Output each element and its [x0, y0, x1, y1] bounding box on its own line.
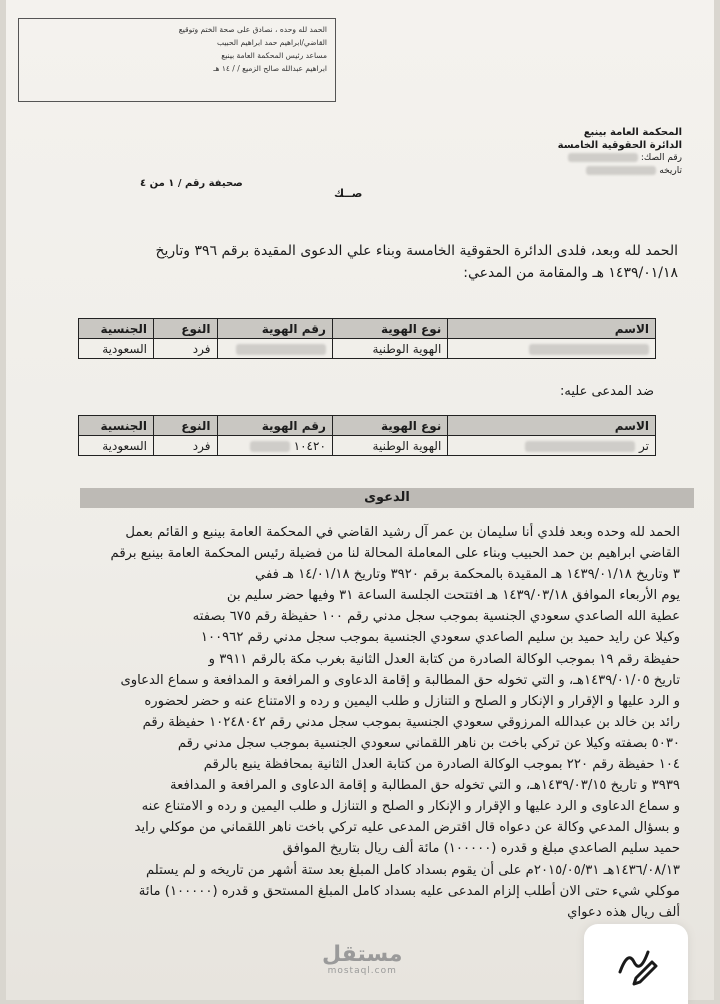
claim-line: موكلي شيء حتى الان أطلب إلزام المدعى عليه بسداد كامل المبلغ المستحق و قدره (١٠٠٠٠٠) مائة	[138, 883, 680, 899]
claim-line: رائد بن خالد بن عبدالله المرزوقي سعودي الجنسية بموجب سجل مدني رقم ١٠٢٤٨٠٤٢ حفيظة رقم	[142, 714, 680, 730]
plaintiff-table	[78, 318, 656, 359]
claim-line: ٣٩٣٩ و تاريخ ١٤٣٩/٠٣/١٥هـ، و التي تخوله حق المطالبة و إقامة الدعاوى و المرافعة و المدافعة	[170, 778, 680, 794]
claim-line: القاضي ابراهيم بن حمد الحبيب وبناء على المعاملة المحالة لنا من فضيلة رئيس المحكمة العامة بينبع برقم	[110, 546, 680, 562]
defendant-table	[78, 415, 656, 456]
table-row	[79, 339, 656, 359]
court-header	[482, 126, 682, 178]
deed-word: صــك	[334, 187, 363, 200]
column-header: النوع	[154, 319, 217, 339]
column-header: نوع الهوية	[332, 319, 447, 339]
stamp-line: الحمد لله وحده ، نصادق على صحة الختم وتوقيع	[178, 25, 327, 34]
column-header: النوع	[154, 416, 217, 436]
id-type-cell: الهوية الوطنية	[332, 339, 447, 359]
table-header-row	[79, 319, 656, 339]
deed-date-label: تاريخه	[482, 165, 682, 178]
nationality-cell: السعودية	[79, 339, 154, 359]
gender-cell: فرد	[154, 339, 217, 359]
redacted-deed-date	[586, 166, 656, 175]
claim-line: و الرد عليها و الإقرار و الإنكار و الصلح و التنازل و طلب اليمين و رده و الامتناع عنه و حضر لحضوره	[144, 693, 680, 709]
court-name: المحكمة العامة بينبع	[583, 127, 682, 138]
claim-line: عطية الله الصاعدي سعودي الجنسية بموجب سجل مدني رقم ١٠٠ حفيظة رقم ٦٧٥ بصفته	[192, 609, 680, 625]
redacted-id-number	[236, 344, 326, 355]
claim-line: وكيلا عن رايد حميد بن سليم الصاعدي سعودي الجنسية بموجب سجل مدني رقم ١٠٠٩٦٢	[200, 630, 680, 646]
claim-section-title: الدعوى	[80, 488, 694, 508]
pen-scribble-icon	[614, 942, 658, 986]
claim-body	[66, 522, 680, 923]
claim-line: ألف ريال هذه دعواي	[567, 904, 680, 920]
gender-cell: فرد	[154, 436, 217, 456]
stamp-line: مساعد رئيس المحكمة العامة بينبع	[221, 51, 327, 60]
site-watermark	[322, 944, 402, 976]
circuit-name: الدائرة الحقوقية الخامسة	[557, 140, 682, 151]
claim-line: ١٤٣٦/٠٨/١٣هـ ٢٠١٥/٠٥/٣١م على أن يقوم بسداد كامل المبلغ بعد ستة أشهر من تاريخه و لم يستلم	[145, 862, 680, 878]
watermark-arabic: مستقل	[322, 942, 403, 967]
page-number: صحيفة رقم / ١ من ٤	[140, 178, 243, 189]
intro-paragraph	[66, 240, 678, 284]
column-header: الجنسية	[79, 319, 154, 339]
column-header: الجنسية	[79, 416, 154, 436]
watermark-latin: mostaql.com	[327, 966, 397, 976]
column-header: رقم الهوية	[217, 416, 332, 436]
id-type-cell: الهوية الوطنية	[332, 436, 447, 456]
claim-line: يوم الأربعاء الموافق ١٤٣٩/٠٣/١٨ هـ افتتحت الجلسة الساعة ٣١ وفيها حضر سليم بن	[226, 588, 680, 604]
column-header: رقم الهوية	[217, 319, 332, 339]
claim-line: حفيظة رقم ١٩ بموجب الوكالة الصادرة من كتابة العدل الثانية بغرب مكة بالرقم ٣٩١١ و	[208, 651, 680, 667]
claim-line: ٥٠٣٠ بصفته وكيلا عن تركي باخت بن ناهر اللقماني سعودي الجنسية بموجب سجل مدني رقم	[177, 735, 680, 751]
redacted-id-number	[250, 441, 290, 452]
intro-line: ١٤٣٩/٠١/١٨ هـ والمقامة من المدعي:	[463, 265, 678, 281]
redacted-name	[529, 344, 649, 355]
redacted-name	[525, 441, 635, 452]
nationality-cell: السعودية	[79, 436, 154, 456]
claim-line: ١٠٤ حفيظة رقم ٢٢٠ بموجب الوكالة الصادرة من كتابة العدل الثانية بمحافظة ينبع بالرقم	[203, 757, 680, 773]
column-header: نوع الهوية	[332, 416, 447, 436]
column-header: الاسم	[448, 319, 656, 339]
claim-line: حميد سليم الصاعدي مبلغ و قدره (١٠٠٠٠٠) مائة ألف ريال بتاريخ الموافق	[282, 841, 680, 857]
deed-number-label: رقم الصك:	[482, 152, 682, 165]
id-number-cell	[217, 339, 332, 359]
edit-fab-button[interactable]	[584, 924, 688, 1004]
table-header-row	[79, 416, 656, 436]
defendant-label: ضد المدعى عليه:	[560, 384, 654, 399]
column-header: الاسم	[448, 416, 656, 436]
claim-line: ٣ وتاريخ ١٤٣٩/٠١/١٨ هـ المقيدة بالمحكمة برقم ٣٩٢٠ وتاريخ ١٤/٠١/١٨ هـ ففي	[255, 567, 680, 583]
stamp-line: القاضي/ابراهيم حمد ابراهيم الحبيب	[217, 38, 327, 47]
stamp-line: ابراهيم عبدالله صالح الزميع / / ١٤ هـ	[213, 64, 327, 73]
claim-line: الحمد لله وحده وبعد فلدي أنا سليمان بن عمر آل رشيد القاضي في المحكمة العامة بينبع و القائم بعمل	[125, 525, 680, 540]
plaintiff-name-cell	[448, 339, 656, 359]
document-page	[6, 0, 714, 1000]
id-number-cell: ١٠٤٢٠	[217, 436, 332, 456]
claim-line: و سماع الدعاوى و الرد عليها و الإقرار و الإنكار و الصلح و التنازل و طلب اليمين و رده و الامتناع عنه	[141, 799, 680, 815]
certification-stamp-box	[18, 18, 336, 102]
claim-line: و بسؤال المدعي وكالة عن دعواه قال اقترض المدعى عليه تركي باخت ناهر اللقماني من موكلي رايد	[134, 820, 680, 836]
intro-line: الحمد لله وبعد، فلدى الدائرة الحقوقية الخامسة وبناء علي الدعوى المقيدة برقم ٣٩٦ وتاريخ	[155, 243, 678, 259]
claim-line: تاريخ ١٤٣٩/٠١/٠٥هـ، و التي تخوله حق المطالبة و إقامة الدعاوى و المرافعة و المدافعة و سماع الدعاوى	[120, 672, 680, 688]
redacted-deed-number	[568, 153, 638, 162]
table-row	[79, 436, 656, 456]
defendant-name-cell: تر	[448, 436, 656, 456]
